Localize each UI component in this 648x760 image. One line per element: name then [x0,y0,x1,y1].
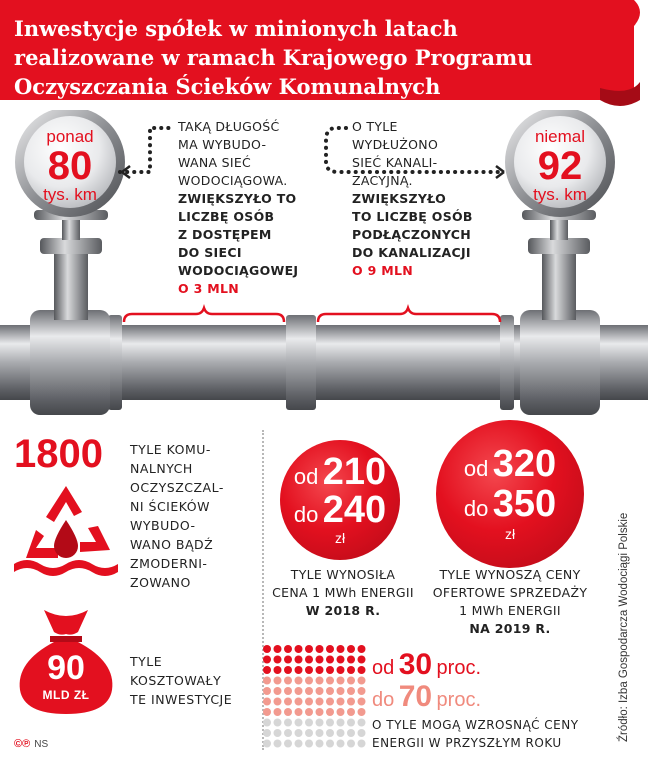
gauge-left-label: ponad [46,127,94,146]
grid-dot [284,719,292,727]
grid-dot [295,687,303,695]
gauge-right-unit: tys. km [533,185,587,204]
grid-dot [316,677,324,685]
grid-dot [305,656,313,664]
bag-unit: MLD ZŁ [42,688,90,702]
grid-dot [295,656,303,664]
grid-dot [295,729,303,737]
grid-dot [337,677,345,685]
grid-dot [326,656,334,664]
grid-dot [358,687,366,695]
grid-dot [284,656,292,664]
grid-dot [295,719,303,727]
plants-number: 1800 [14,432,103,476]
grid-dot [347,677,355,685]
grid-dot [316,719,324,727]
grid-dot [326,708,334,716]
grid-dot [326,698,334,706]
grid-dot [305,719,313,727]
source-text: Źródło: Izba Gospodarcza Wodociągi Polskie [618,512,630,742]
price-2018-circle: od 210 do 240 zł [280,440,400,560]
grid-dot [284,698,292,706]
price-2019-caption: TYLE WYNOSZĄ CENY OFERTOWE SPRZEDAŻY 1 MWh ENERGII NA 2019 R. [432,567,588,636]
grid-dot [358,719,366,727]
bag-number: 90 [47,649,85,687]
grid-dot [337,740,345,748]
grid-dot [274,708,282,716]
growth-dot-grid [262,644,370,750]
grid-dot [337,666,345,674]
grid-dot [358,698,366,706]
grid-dot [263,719,271,727]
price-2018-caption: TYLE WYNOSIŁA CENA 1 MWh ENERGII W 2018 R. [272,567,414,618]
grid-dot [263,687,271,695]
grid-dot [305,677,313,685]
plants-description: TYLE KOMU- NALNYCH OCZYSZCZAL- NI ŚCIEKÓW WYBUDO- WANO BĄDŹ ZMODERNI- ZOWANO [130,442,224,590]
grid-dot [326,729,334,737]
grid-dot [305,729,313,737]
grid-dot [284,677,292,685]
grid-dot [337,645,345,653]
grid-dot [347,729,355,737]
grid-dot [316,645,324,653]
growth-from: od 30 proc. [372,648,481,681]
gauge-right-number: 92 [537,144,583,188]
grid-dot [347,687,355,695]
grid-dot [326,719,334,727]
grid-dot [274,719,282,727]
grid-dot [326,677,334,685]
grid-dot [295,708,303,716]
investment-description: TYLE KOSZTOWAŁY TE INWESTYCJE [130,654,233,707]
sewer-network-description: O TYLE WYDŁUŻONO SIEĆ KANALI- ZACYJNĄ. ZWIĘKSZYŁO TO LICZBĘ OSÓB PODŁĄCZONYCH DO KANALIZACJI O 9 MLN [352,119,473,278]
grid-dot [347,719,355,727]
grid-dot [358,656,366,664]
grid-dot [284,687,292,695]
grid-dot [316,687,324,695]
grid-dot [305,708,313,716]
grid-dot [295,645,303,653]
price-2019-from: 320 [492,443,557,485]
grid-dot [295,666,303,674]
grid-dot [316,729,324,737]
growth-to: do 70 proc. [372,680,481,713]
grid-dot [274,656,282,664]
grid-dot [274,677,282,685]
gauge-right [520,128,600,204]
grid-dot [316,698,324,706]
grid-dot [337,708,345,716]
gauge-left-unit: tys. km [43,185,97,204]
grid-dot [358,708,366,716]
water-network-description: TAKĄ DŁUGOŚĆ MA WYBUDO- WANA SIEĆ WODOCIĄGOWA. ZWIĘKSZYŁO TO LICZBĘ OSÓB Z DOSTĘPEM DO SIECI WODOCIĄGOWEJ O 3 MLN [178,119,299,296]
grid-dot [295,677,303,685]
grid-dot [305,666,313,674]
grid-dot [358,645,366,653]
grid-dot [284,645,292,653]
page-title: Inwestycje spółek w minionych latach realizowane w ramach Krajowego Programu Oczyszczania Ścieków Komunalnych [14,16,533,99]
grid-dot [337,656,345,664]
grid-dot [316,666,324,674]
grid-dot [305,687,313,695]
price-2019-to: 350 [492,483,557,525]
price-2019-circle: od 320 do 350 zł [436,420,584,568]
grid-dot [347,666,355,674]
gauge-right-label: niemal [534,127,586,146]
price-2018-from: 210 [322,451,387,493]
grid-dot [274,645,282,653]
grid-dot [347,698,355,706]
grid-dot [263,729,271,737]
grid-dot [263,677,271,685]
grid-dot [358,740,366,748]
grid-dot [274,729,282,737]
grid-dot [358,677,366,685]
grid-dot [295,740,303,748]
grid-dot [326,666,334,674]
growth-caption: O TYLE MOGĄ WZROSNĄĆ CENY ENERGII W PRZYSZŁYM ROKU [372,718,579,750]
grid-dot [358,666,366,674]
grid-dot [284,708,292,716]
grid-dot [263,656,271,664]
recycle-water-icon [14,480,118,580]
grid-dot [263,698,271,706]
grid-dot [274,698,282,706]
grid-dot [337,729,345,737]
grid-dot [305,740,313,748]
publisher-logo: ©℗ NS [14,738,49,750]
grid-dot [326,740,334,748]
grid-dot [263,645,271,653]
grid-dot [316,708,324,716]
grid-dot [337,687,345,695]
grid-dot [316,656,324,664]
grid-dot [284,666,292,674]
grid-dot [295,698,303,706]
grid-dot [284,729,292,737]
grid-dot [305,698,313,706]
grid-dot [358,729,366,737]
grid-dot [274,687,282,695]
grid-dot [347,708,355,716]
gauge-left [30,128,110,204]
grid-dot [326,645,334,653]
grid-dot [274,740,282,748]
price-2018-to: 240 [322,489,387,531]
grid-dot [263,740,271,748]
grid-dot [347,645,355,653]
grid-dot [347,656,355,664]
grid-dot [284,740,292,748]
grid-dot [337,719,345,727]
gauge-left-number: 80 [47,144,93,188]
grid-dot [326,687,334,695]
grid-dot [316,740,324,748]
grid-dot [347,740,355,748]
grid-dot [263,666,271,674]
grid-dot [337,698,345,706]
grid-dot [274,666,282,674]
grid-dot [305,645,313,653]
grid-dot [263,708,271,716]
